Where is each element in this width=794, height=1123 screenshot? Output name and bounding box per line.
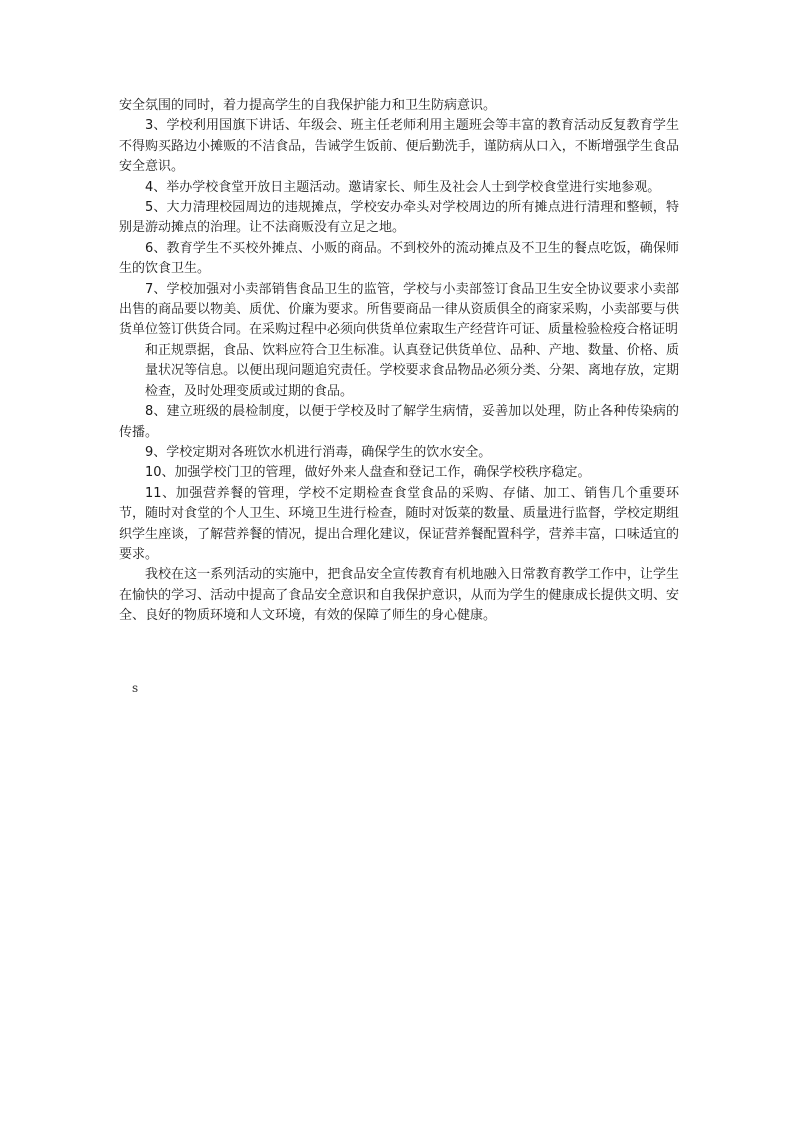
paragraph-item-4: 4、举办学校食堂开放日主题活动。邀请家长、师生及社会人士到学校食堂进行实地参观。 xyxy=(145,179,661,195)
paragraph-item-3: 3、学校利用国旗下讲话、年级会、班主任老师利用主题班会等丰富的教育活动反复教育学生不得购买路边小摊贩的不洁食品，告诫学生饭前、便后勤洗手，谨防病从口入，不断增强学生食品安全意识。 xyxy=(119,118,679,175)
paragraph-item-5: 5、大力清理校园周边的违规摊点，学校安办牵头对学校周边的所有摊点进行清理和整顿，特别是游动摊点的治理。让不法商贩没有立足之地。 xyxy=(119,200,679,236)
paragraph-item-6: 6、教育学生不买校外摊点、小贩的商品。不到校外的流动摊点及不卫生的餐点吃饭，确保师生的饮食卫生。 xyxy=(119,240,679,277)
paragraph-item-11: 11、加强营养餐的管理，学校不定期检查食堂食品的采购、存储、加工、销售几个重要环节，随时对食堂的个人卫生、环境卫生进行检查，随时对饭菜的数量、质量进行监督，学校定期组织学生座谈，了解营养餐的情况，提出合理化建议，保证营养餐配置科学，营养丰富，口味适宜的要求。 xyxy=(119,485,679,562)
paragraph-safety-atmosphere: 安全氛围的同时，着力提高学生的自我保护能力和卫生防病意识。 xyxy=(119,98,497,113)
paragraph-item-7-continued: 和正规票据，食品、饮料应符合卫生标准。认真登记供货单位、品种、产地、数量、价格、质量状况等信息。以便出现问题追究责任。学校要求食品物品必须分类、分架、离地存放，定期检查，及时处理变质或过期的食品。 xyxy=(145,342,679,399)
footer-mark: s xyxy=(132,681,139,695)
paragraph-item-7: 7、学校加强对小卖部销售食品卫生的监管，学校与小卖部签订食品卫生安全协议要求小卖部出售的商品要以物美、质优、价廉为要求。所售要商品一律从资质俱全的商家采购，小卖部要与供货单位签订供货合同。在采购过程中必须向供货单位索取生产经营许可证、质量检验检疫合格证明 xyxy=(119,281,679,338)
document-body xyxy=(119,96,679,627)
paragraph-conclusion: 我校在这一系列活动的实施中，把食品安全宣传教育有机地融入日常教育教学工作中，让学生在愉快的学习、活动中提高了食品安全意识和自我保护意识，从而为学生的健康成长提供文明、安全、良好的物质环境和人文环境，有效的保障了师生的身心健康。 xyxy=(119,567,679,624)
paragraph-item-9: 9、学校定期对各班饮水机进行消毒，确保学生的饮水安全。 xyxy=(145,444,492,460)
paragraph-item-10: 10、加强学校门卫的管理，做好外来人盘查和登记工作，确保学校秩序稳定。 xyxy=(145,465,591,481)
paragraph-item-8: 8、建立班级的晨检制度，以便于学校及时了解学生病情，妥善加以处理，防止各种传染病的传播。 xyxy=(119,404,679,440)
